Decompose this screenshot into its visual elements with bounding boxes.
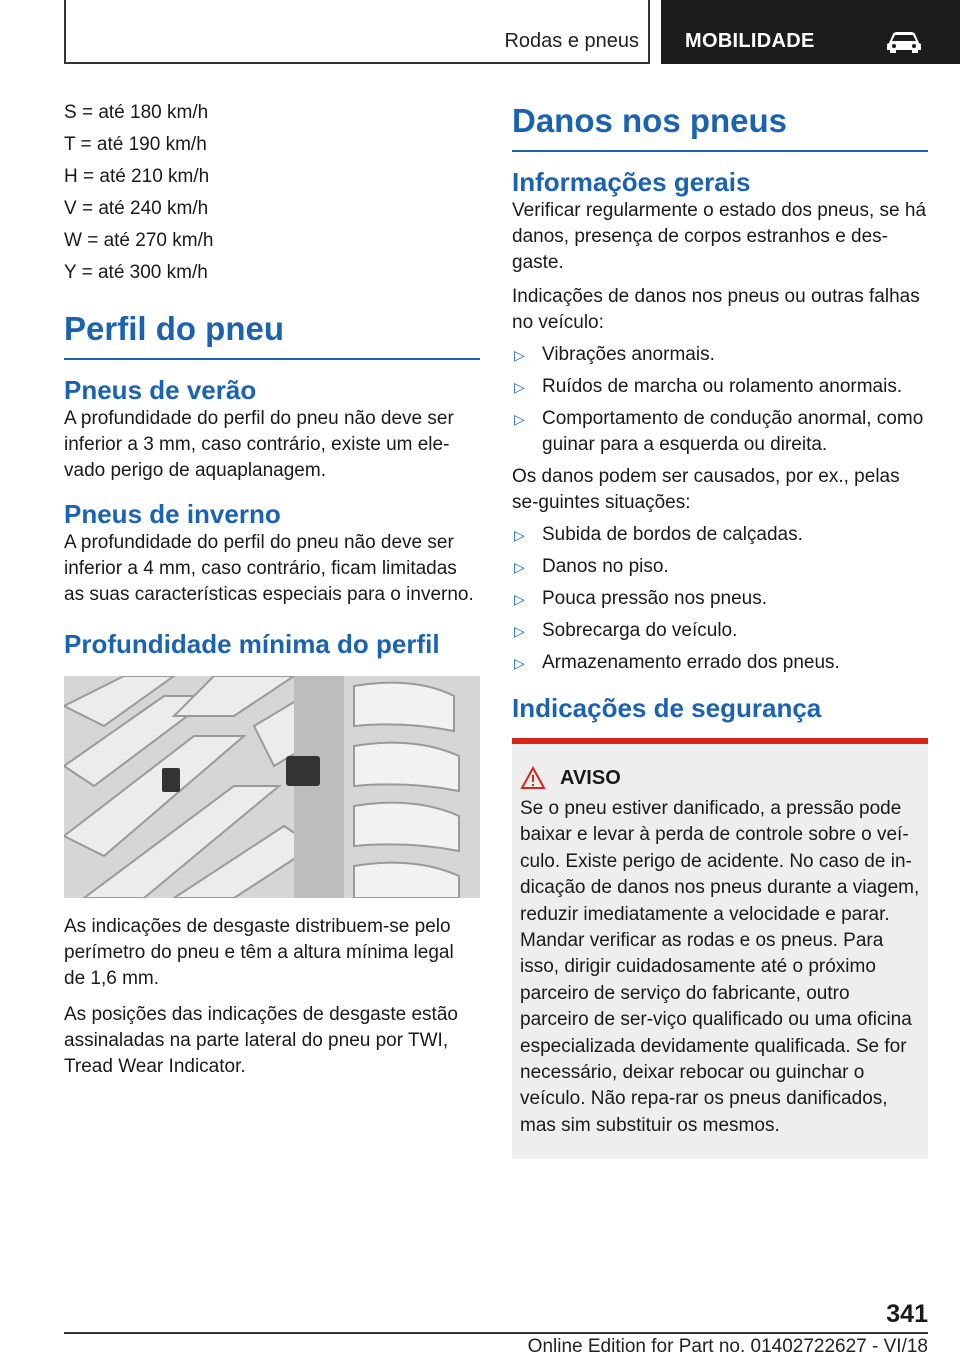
speed-item: W = até 270 km/h	[64, 230, 214, 251]
paragraph-info: Verificar regularmente o estado dos pneus, se há danos, presença de corpos estranhos e des-gaste.	[512, 200, 927, 273]
footer-rule	[64, 1332, 928, 1334]
page-number: 341	[886, 1300, 928, 1328]
triangle-bullet-icon: ▷	[514, 379, 525, 395]
list-item: ▷ Armazenamento errado dos pneus.	[512, 650, 928, 676]
header-separator	[648, 0, 650, 64]
paragraph-verao: A profundidade do perfil do pneu não deve ser inferior a 3 mm, caso contrário, existe um ele-vado perigo de aquaplanagem.	[64, 408, 454, 481]
paragraph-causes: Os danos podem ser causados, por ex., pelas se-guintes situações:	[512, 466, 900, 513]
list-item: ▷ Subida de bordos de calçadas.	[512, 522, 928, 548]
heading-min-depth: Profundidade mínima do perfil	[64, 629, 440, 659]
speed-item: V = até 240 km/h	[64, 198, 209, 219]
list-item: ▷ Sobrecarga do veículo.	[512, 618, 928, 644]
section-title: Rodas e pneus	[504, 30, 639, 52]
triangle-bullet-icon: ▷	[514, 411, 525, 427]
tread-wear-image	[64, 676, 480, 898]
list-item: ▷ Danos no piso.	[512, 554, 928, 580]
heading-danos: Danos nos pneus	[512, 102, 788, 139]
tire-tread-illustration	[64, 676, 480, 898]
heading-rule	[64, 358, 480, 360]
list-item: ▷ Vibrações anormais.	[512, 342, 928, 368]
header-divider	[64, 0, 66, 64]
paragraph-indicacoes: Indicações de danos nos pneus ou outras falhas no veículo:	[512, 286, 920, 333]
left-column	[64, 100, 480, 1080]
list-item: ▷ Ruídos de marcha ou rolamento anormais.	[512, 374, 928, 400]
warning-text: Se o pneu estiver danificado, a pressão pode baixar e levar à perda de controle sobre o veí-culo. Existe perigo de acidente. No caso de in-dicação de danos nos pneus durante a viagem, reduzir imediatamente a velocidade e parar. Mandar verificar as rodas e os pneus. Para isso, dirigir cuidadosamente até o próximo parceiro de serviço do fabricante, outro parceiro de ser-viço qualificado ou uma oficina especializada devidamente qualificada. Se for necessário, deixar rebocar ou guinchar o veículo. Não repa-rar os pneus danificados, mas sim substituir os mesmos.	[520, 798, 920, 1136]
heading-verao: Pneus de verão	[64, 375, 257, 405]
header-underline	[64, 62, 649, 64]
right-column	[512, 100, 928, 1159]
car-icon	[885, 29, 923, 53]
paragraph-min-depth-2: As posições das indicações de desgaste estão assinaladas na parte lateral do pneu por TWI, Tread Wear Indicator.	[64, 1004, 458, 1077]
heading-rule	[512, 150, 928, 152]
triangle-bullet-icon: ▷	[514, 655, 525, 671]
heading-perfil: Perfil do pneu	[64, 310, 285, 347]
paragraph-inverno: A profundidade do perfil do pneu não deve ser inferior a 4 mm, caso contrário, ficam limitadas as suas características especiais para o inverno.	[64, 532, 474, 605]
heading-info: Informações gerais	[512, 167, 751, 197]
speed-item: H = até 210 km/h	[64, 166, 210, 187]
warning-header	[520, 766, 920, 790]
chapter-tab	[661, 0, 960, 64]
triangle-bullet-icon: ▷	[514, 559, 525, 575]
speed-item: T = até 190 km/h	[64, 134, 207, 155]
triangle-bullet-icon: ▷	[514, 527, 525, 543]
triangle-bullet-icon: ▷	[514, 591, 525, 607]
speed-item: Y = até 300 km/h	[64, 262, 208, 283]
triangle-bullet-icon: ▷	[514, 347, 525, 363]
triangle-bullet-icon: ▷	[514, 623, 525, 639]
speed-list	[64, 100, 480, 286]
page-header	[64, 0, 896, 64]
edition-text: Online Edition for Part no. 01402722627 - VI/18	[527, 1336, 928, 1357]
list-item: ▷ Pouca pressão nos pneus.	[512, 586, 928, 612]
warning-box	[512, 738, 928, 1159]
heading-inverno: Pneus de inverno	[64, 499, 281, 529]
warning-title: AVISO	[560, 766, 621, 789]
speed-item: S = até 180 km/h	[64, 102, 209, 123]
chapter-title: MOBILIDADE	[685, 30, 815, 52]
list-item: ▷ Comportamento de condução anormal, como guinar para a esquerda ou direita.	[512, 406, 928, 458]
paragraph-min-depth-1: As indicações de desgaste distribuem-se pelo perímetro do pneu e têm a altura mínima legal de 1,6 mm.	[64, 916, 454, 989]
warning-triangle-icon	[520, 766, 546, 790]
heading-seguranca: Indicações de segurança	[512, 693, 822, 723]
